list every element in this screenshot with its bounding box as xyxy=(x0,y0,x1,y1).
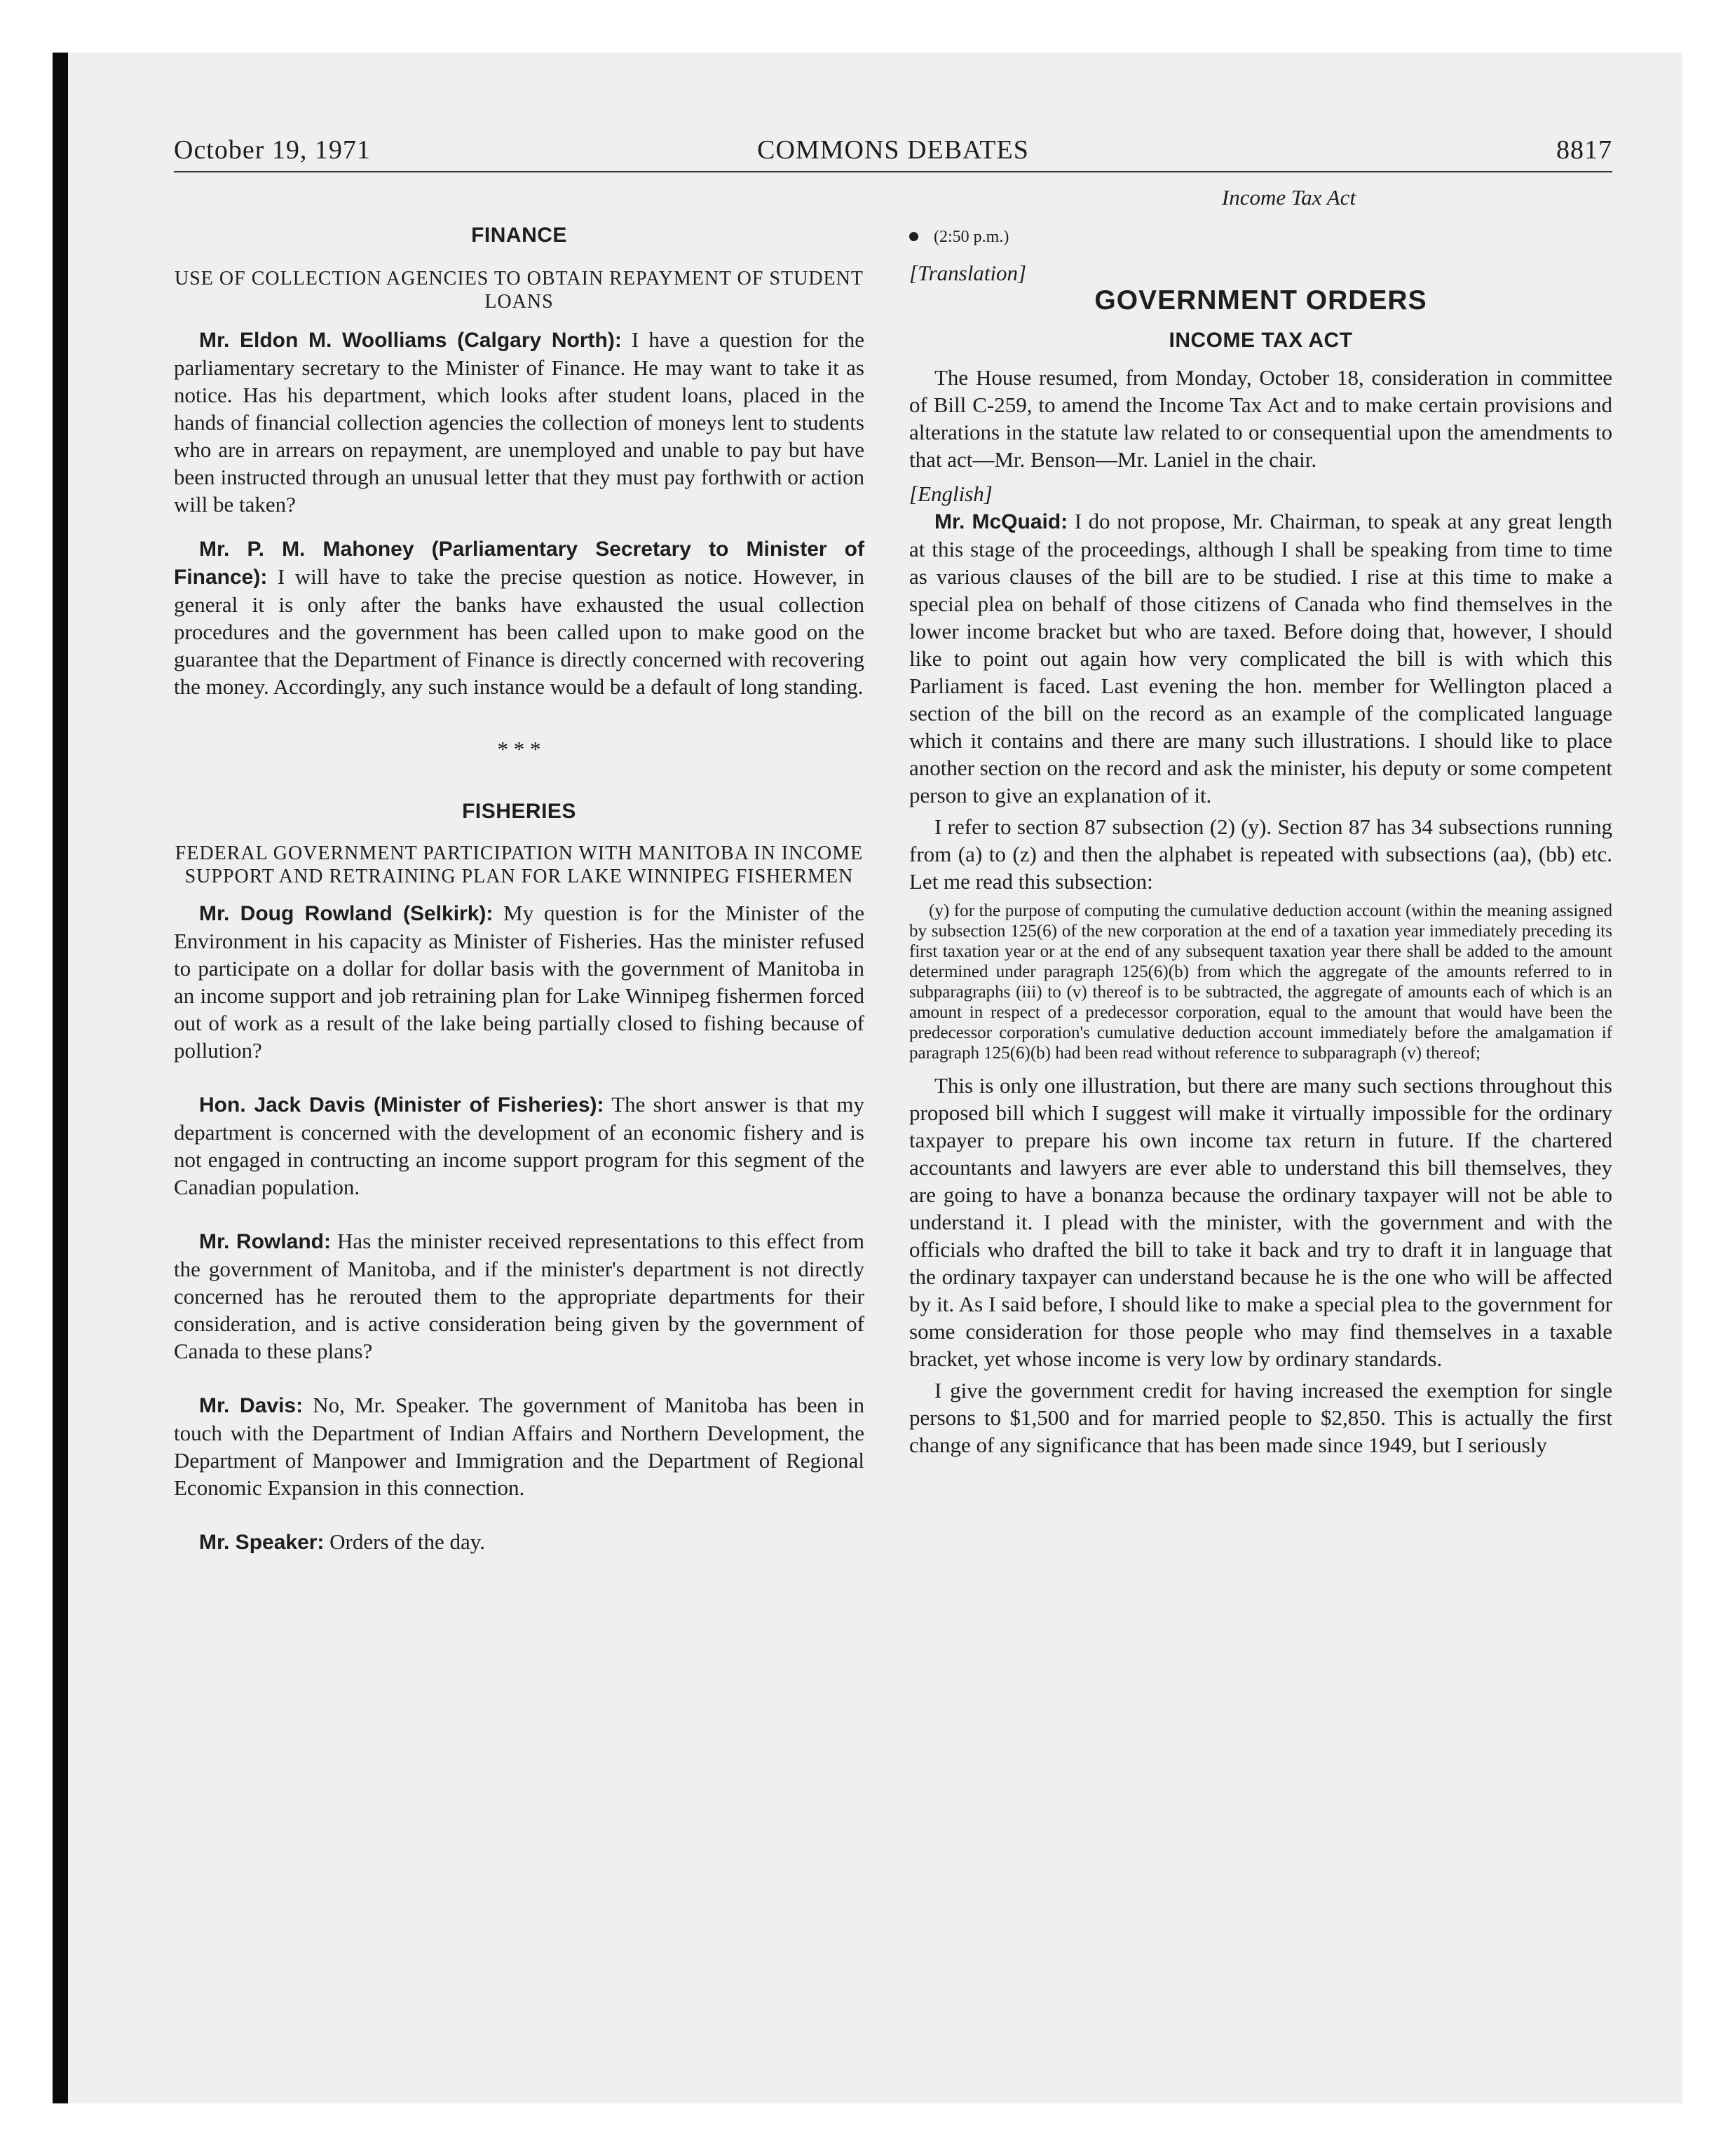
speech-text: I will have to take the precise question as notice. However, in general it is only after the banks have exhausted the usual collection procedures and the government has been called upon to make good on the guarantee that the Department of Finance is directly concerned with recovering the money. Accordingly, any such instance would be a default of long standing. xyxy=(174,564,864,699)
speaker-name: Mr. P. M. Mahoney (Parliamentary Secretary to Minister of Finance): xyxy=(174,538,864,589)
rowland-paragraph xyxy=(174,899,864,1064)
mcquaid-paragraph xyxy=(909,507,1612,809)
fisheries-heading: FISHERIES xyxy=(462,800,576,823)
page-number: 8817 xyxy=(1556,135,1612,165)
resumed-paragraph: The House resumed, from Monday, October 18, consideration in committee of Bill C-259, to amend the Income Tax Act and to make certain provisions and alterations in the statute law related to or consequential upon the amendments to that act—Mr. Benson—Mr. Laniel in the chair. xyxy=(909,365,1612,472)
english-note: [English] xyxy=(909,482,993,506)
speaker-name: Mr. Eldon M. Woolliams (Calgary North): xyxy=(199,329,622,352)
income-tax-heading: INCOME TAX ACT xyxy=(1169,329,1353,352)
fisheries-subject: FEDERAL GOVERNMENT PARTICIPATION WITH MANITOBA IN INCOME SUPPORT AND RETRAINING PLAN FOR LAKE WINNIPEG FISHERMEN xyxy=(175,842,864,887)
speech-text: My question is for the Minister of the Environment in his capacity as Minister of Fisheries. Has the minister refused to participate on a dollar for dollar basis with the government of Manitoba in an income support and job retraining plan for Lake Winnipeg fishermen forced out of work as a result of the lake being partially closed to fishing because of pollution? xyxy=(174,901,864,1063)
page-header xyxy=(174,135,1612,172)
header-title: COMMONS DEBATES xyxy=(757,135,1029,165)
speech-text: I have a question for the parliamentary secretary to the Minister of Finance. He may want to take it as notice. Has his department, which looks after student loans, placed in the hands of financial collection agencies the collection of moneys lent to students who are in arrears on repayment, are unemployed and unable to pay but have been instructed through an unusual letter that they must pay forthwith or action will be taken? xyxy=(174,327,864,517)
translation-note: [Translation] xyxy=(909,261,1027,285)
speech-text: No, Mr. Speaker. The government of Manitoba has been in touch with the Department of Indian Affairs and Northern Development, the Department of Manpower and Immigration and the Department of Regional Economic Expansion in this connection. xyxy=(174,1393,865,1500)
speaker-name: Mr. Rowland: xyxy=(199,1230,331,1253)
speech-text: I do not propose, Mr. Chairman, to speak at any great length at this stage of the proceedings, although I shall be speaking from time to time as various clauses of the bill are to be studied. I rise at this time to make a special plea on behalf of those citizens of Canada who find themselves in the lower income bracket but who are taxed. Before doing that, however, I should like to point out again how very complicated the bill is with which this Parliament is faced. Last evening the hon. member for Wellington placed a section of the bill on the record as an example of the complicated language which it contains and there are many such illustrations. I should like to place another section on the record and ask the minister, his deputy or some competent person to give an explanation of it. xyxy=(909,509,1612,807)
right-column xyxy=(909,184,1612,1459)
davis-paragraph xyxy=(174,1091,864,1201)
mahoney-paragraph xyxy=(174,535,864,700)
speech-text: The short answer is that my department is concerned with the development of an economic fishery and is not engaged in contructing an income support program for this segment of the Canadian population. xyxy=(174,1092,864,1199)
woolliams-paragraph xyxy=(174,326,864,518)
time-text: (2:50 p.m.) xyxy=(934,228,1009,246)
left-column xyxy=(174,184,864,1556)
header-date: October 19, 1971 xyxy=(174,135,371,165)
government-orders-heading: GOVERNMENT ORDERS xyxy=(1094,285,1427,315)
quoted-subsection: (y) for the purpose of computing the cumulative deduction account (within the meaning assigned by subsection 125(6) of the new corporation at the end of a taxation year immediately preceding its first taxation year or at the end of any subsequent taxation year there shall be added to the amount determined under paragraph 125(6)(b) from which the aggregate of the amounts referred to in subparagraphs (iii) to (v) thereof is to be subtracted, the aggregate of amounts each of which is an amount in respect of a predecessor corporation, equal to the amount that would have been the predecessor corporation's cumulative deduction account immediately before the amalgamation if paragraph 125(6)(b) had been read without reference to subparagraph (v) thereof; xyxy=(909,901,1612,1063)
credit-paragraph: I give the government credit for having increased the exemption for single persons to $1,500 and for married people to $2,850. This is actually the first change of any significance that has been made since 1949, but I seriously xyxy=(909,1378,1612,1457)
rowland2-paragraph xyxy=(174,1227,864,1365)
bullet-icon xyxy=(909,232,918,241)
speaker-paragraph xyxy=(174,1528,864,1556)
refer-paragraph: I refer to section 87 subsection (2) (y). Section 87 has 34 subsections running from (a) to (z) and then the alphabet is repeated with subsections (aa), (bb) etc. Let me read this subsection: xyxy=(909,814,1612,894)
speech-text: Has the minister received representations to this effect from the government of Manitoba, and if the minister's department is not directly concerned has he rerouted them to the appropriate departments for their consideration, and is active consideration being given by the government of Canada to these plans? xyxy=(174,1229,864,1363)
davis2-paragraph xyxy=(174,1391,864,1501)
timestamp xyxy=(909,221,1612,251)
speaker-name: Hon. Jack Davis (Minister of Fisheries): xyxy=(199,1093,604,1117)
speaker-name: Mr. Doug Rowland (Selkirk): xyxy=(199,902,494,925)
speaker-name: Mr. Davis: xyxy=(199,1394,304,1417)
finance-subject: USE OF COLLECTION AGENCIES TO OBTAIN REPAYMENT OF STUDENT LOANS xyxy=(175,268,864,313)
finance-heading: FINANCE xyxy=(471,224,567,247)
running-head: Income Tax Act xyxy=(1221,185,1356,210)
speaker-name: Mr. Speaker: xyxy=(199,1531,325,1554)
illustration-paragraph: This is only one illustration, but there are many such sections throughout this proposed bill which I suggest will make it virtually impossible for the ordinary taxpayer to prepare his own income tax return in future. If the chartered accountants and lawyers are ever able to understand this bill themselves, they are going to have a bonanza because the ordinary taxpayer will not be able to understand it. I plead with the minister, with the government and with the officials who drafted the bill to take it back and try to draft it in language that the ordinary taxpayer can understand because he is the one who will be affected by it. As I said before, I should like to make a special plea to the government for some consideration for those people who may find themselves in a taxable bracket, yet whose income is very low by ordinary standards. xyxy=(909,1073,1612,1371)
section-separator: * * * xyxy=(497,737,541,761)
speaker-name: Mr. McQuaid: xyxy=(934,510,1068,533)
speech-text: Orders of the day. xyxy=(329,1529,485,1554)
